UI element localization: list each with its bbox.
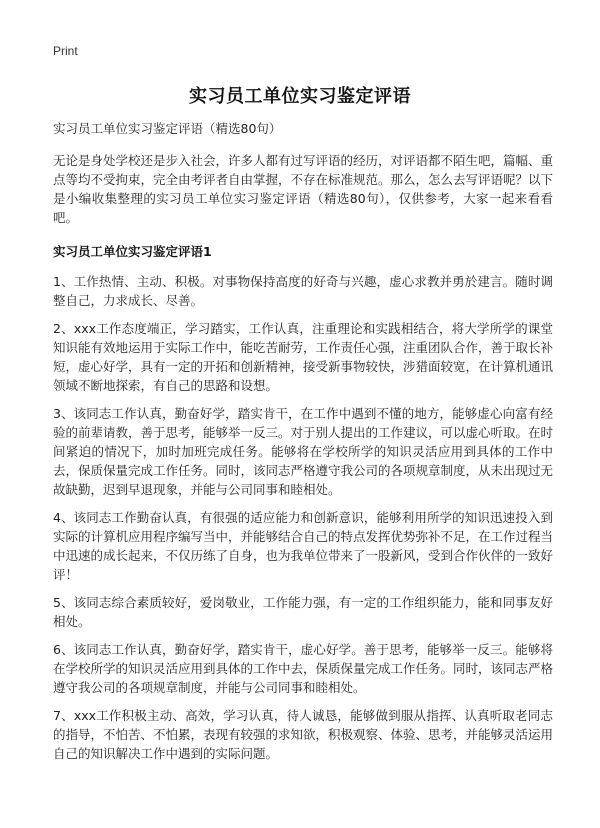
article-body [53,119,553,772]
list-item: 4、该同志工作勤奋认真，有很强的适应能力和创新意识，能够利用所学的知识迅速投入到实际的计算机应用程序编写当中，并能够结合自己的特点发挥优势弥补不足，在工作过程当中迅速的成长起来，不仅历练了自身，也为我单位带来了一股新风，受到合作伙伴的一致好评！ [53,510,554,582]
print-link[interactable]: Print [53,44,78,58]
list-item: 2、xxx工作态度端正，学习踏实，工作认真，注重理论和实践相结合，将大学所学的课堂知识能有效地运用于实际工作中，能吃苦耐劳，工作责任心强，注重团队合作，善于取长补短，虚心好学，具有一定的开拓和创新精神，接受新事物较快，涉猎面较宽，在计算机通讯领域不断地探索，有自己的思路和设想。 [53,321,554,393]
section-heading: 实习员工单位实习鉴定评语1 [53,244,212,259]
article-subtitle: 实习员工单位实习鉴定评语（精选80句） [53,121,282,136]
intro-paragraph: 无论是身处学校还是步入社会，许多人都有过写评语的经历，对评语都不陌生吧，篇幅、重点等均不受拘束，完全由考评者自由掌握，不存在标准规范。那么，怎么去写评语呢？以下是小编收集整理的实习员工单位实习鉴定评语（精选80句），仅供参考，大家一起来看看吧。 [53,153,554,225]
list-item: 3、该同志工作认真，勤奋好学，踏实肯干，在工作中遇到不懂的地方，能够虚心向富有经验的前辈请教，善于思考，能够举一反三。对于别人提出的工作建议，可以虚心听取。在时间紧迫的情况下，加时加班完成任务。能够将在学校所学的知识灵活应用到具体的工作中去，保质保量完成工作任务。同时，该同志严格遵守我公司的各项规章制度，从未出现过无故缺勤，迟到早退现象，并能与公司同事和睦相处。 [53,406,554,497]
list-item: 6、该同志工作认真，勤奋好学，踏实肯干，虚心好学。善于思考，能够举一反三。能够将在学校所学的知识灵活应用到具体的工作中去，保质保量完成工作任务。同时，该同志严格遵守我公司的各项规章制度，并能与公司同事和睦相处。 [53,642,554,695]
page-title: 实习员工单位实习鉴定评语 [189,86,411,107]
list-item: 5、该同志综合素质较好，爱岗敬业，工作能力强，有一定的工作组织能力，能和同事友好相处。 [53,595,553,629]
list-item: 7、xxx工作积极主动、高效，学习认真，待人诚恳，能够做到服从指挥、认真听取老同志的指导，不怕苦、不怕累，表现有较强的求知欲，积极观察、体验、思考，并能够灵活运用自己的知识解决工作中遇到的实际问题。 [53,708,554,761]
list-item: 1、工作热情、主动、积极。对事物保持高度的好奇与兴趣，虚心求教并勇於建言。随时调整自己，力求成长、尽善。 [53,274,553,308]
